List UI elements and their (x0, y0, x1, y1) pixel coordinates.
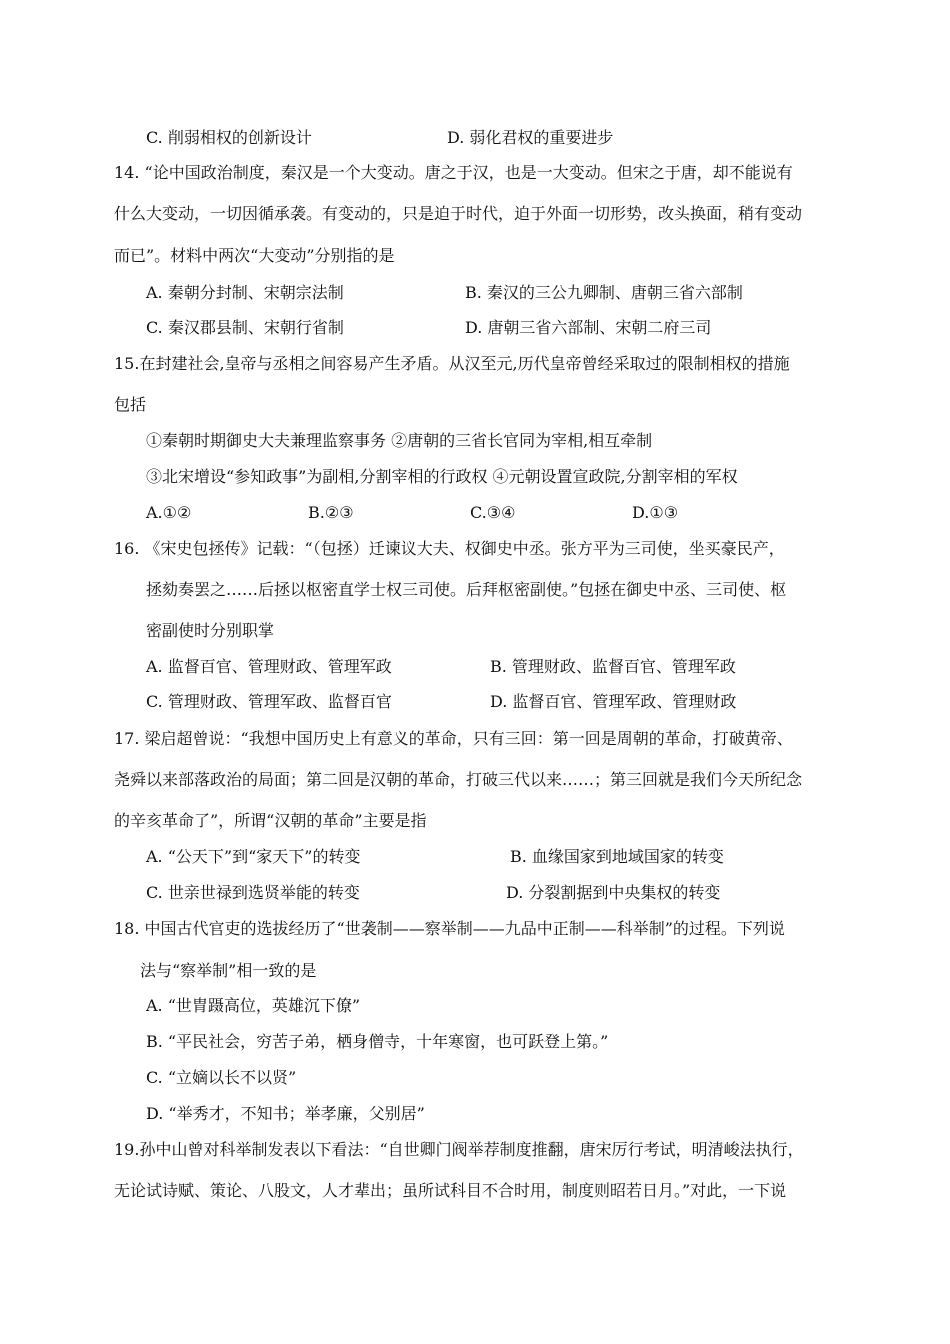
q17-option-a: A. “公天下”到“家天下”的转变 (146, 847, 361, 866)
q13-option-d: D. 弱化君权的重要进步 (447, 128, 614, 147)
q15-option-a: A.①② (146, 503, 192, 522)
q19-stem-line1: 19.孙中山曾对科举制发表以下看法：“自世卿门阀举荐制度推翻，唐宋厉行考试，明清峻法执行， (114, 1140, 804, 1159)
q14-stem-line2: 什么大变动，一切因循承袭。有变动的，只是迫于时代，迫于外面一切形势，改头换面，稍有变动 (114, 204, 803, 223)
q16-option-d: D. 监督百官、管理军政、管理财政 (490, 692, 737, 711)
q15-stem-line2: 包括 (114, 395, 147, 414)
q16-option-a: A. 监督百官、管理财政、管理军政 (146, 657, 392, 676)
q14-option-c: C. 秦汉郡县制、宋朝行省制 (146, 318, 344, 337)
q17-option-c: C. 世亲世禄到选贤举能的转变 (146, 883, 360, 902)
q14-stem-line3: 而已”。材料中两次“大变动”分别指的是 (114, 246, 395, 265)
q15-option-c: C.③④ (470, 503, 516, 522)
q17-stem-line1: 17. 梁启超曾说：“我想中国历史上有意义的革命，只有三回：第一回是周朝的革命，打破黄帝、 (114, 729, 793, 748)
q13-option-c: C. 削弱相权的创新设计 (146, 128, 312, 147)
q17-option-d: D. 分裂割据到中央集权的转变 (506, 883, 721, 902)
q19-stem-line2: 无论试诗赋、策论、八股文，人才辈出；虽所试科目不合时用，制度则昭若日月。”对此，一下说 (114, 1181, 787, 1200)
q14-option-b: B. 秦汉的三公九卿制、唐朝三省六部制 (465, 283, 743, 302)
q18-stem-line1: 18. 中国古代官吏的选拔经历了“世袭制——察举制——九品中正制——科举制”的过程。下列说 (114, 919, 785, 938)
q18-stem-line2: 法与“察举制”相一致的是 (140, 961, 317, 980)
q18-option-c: C. “立嫡以长不以贤” (146, 1068, 297, 1087)
q17-stem-line2: 尧舜以来部落政治的局面；第二回是汉朝的革命，打破三代以来……；第三回就是我们今天所纪念 (114, 770, 803, 789)
q18-option-d: D. “举秀才，不知书；举孝廉，父别居” (146, 1104, 425, 1123)
q15-option-b: B.②③ (308, 503, 354, 522)
q14-option-a: A. 秦朝分封制、宋朝宗法制 (146, 283, 344, 302)
q16-option-c: C. 管理财政、管理军政、监督百官 (146, 692, 392, 711)
q18-option-a: A. “世胄蹑高位，英雄沉下僚” (146, 996, 361, 1015)
q17-stem-line3: 的辛亥革命了”，所谓“汉朝的革命”主要是指 (114, 811, 427, 830)
q14-stem-line1: 14. “论中国政治制度，秦汉是一个大变动。唐之于汉，也是一大变动。但宋之于唐，却不能说有 (114, 163, 793, 182)
q17-option-b: B. 血缘国家到地域国家的转变 (510, 847, 724, 866)
q16-option-b: B. 管理财政、监督百官、管理军政 (490, 657, 736, 676)
q16-stem-line2: 拯劾奏罢之……后拯以枢密直学士权三司使。后拜枢密副使。”包拯在御史中丞、三司使、枢 (146, 580, 787, 599)
q15-option-d: D.①③ (632, 503, 679, 522)
q15-stem-line1: 15.在封建社会,皇帝与丞相之间容易产生矛盾。从汉至元,历代皇帝曾经采取过的限制相权的措施 (114, 354, 790, 373)
q14-option-d: D. 唐朝三省六部制、宋朝二府三司 (465, 318, 712, 337)
q15-item-line1: ①秦朝时期御史大夫兼理监察事务 ②唐朝的三省长官同为宰相,相互牵制 (146, 431, 653, 450)
q15-item-line2: ③北宋增设“参知政事”为副相,分割宰相的行政权 ④元朝设置宣政院,分割宰相的军权 (146, 467, 738, 486)
q16-stem-line3: 密副使时分别职掌 (146, 621, 275, 640)
q16-stem-line1: 16. 《宋史包拯传》记载：“（包拯）迁谏议大夫、权御史中丞。张方平为三司使，坐买豪民产， (114, 539, 785, 558)
q18-option-b: B. “平民社会，穷苦子弟，栖身僧寺，十年寒窗，也可跃登上第。” (146, 1032, 609, 1051)
